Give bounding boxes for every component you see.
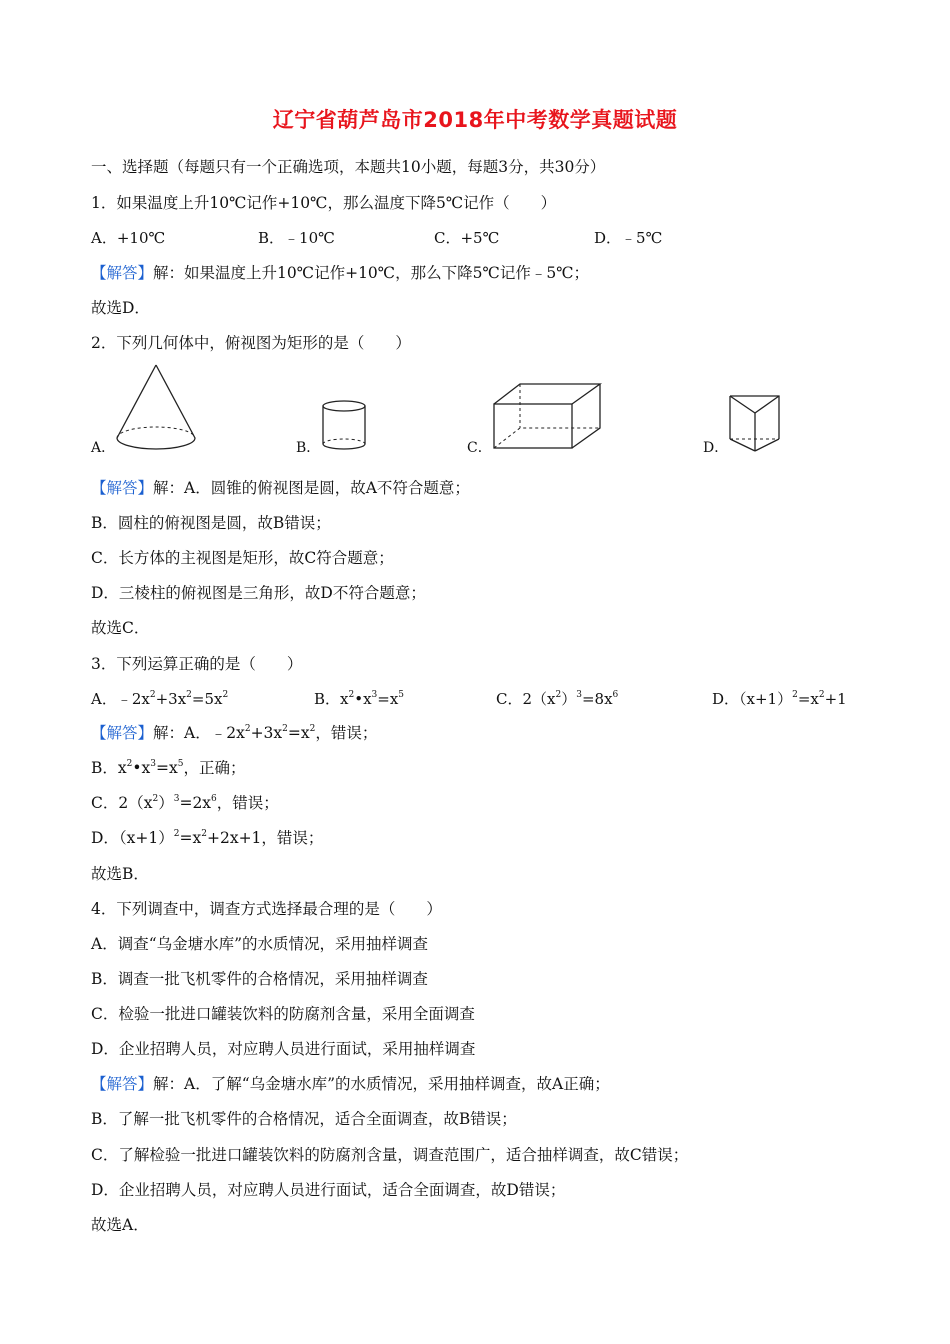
q4-solution-c: C．了解检验一批进口罐装饮料的防腐剂含量，调查范围广，适合抽样调查，故C错误； [91,1146,689,1164]
q4-solution-a: 【解答】解：A．了解“乌金塘水库”的水质情况，采用抽样调查，故A正确； [91,1075,610,1093]
q4-solution-b: B．了解一批飞机零件的合格情况，适合全面调查，故B错误； [91,1110,517,1128]
q4-option-a: A．调查“乌金塘水库”的水质情况，采用抽样调查 [91,935,429,953]
q3-solution-b: B．$x^2•x^3=x^5$，正确； [91,759,246,777]
section-heading: 一、选择题（每题只有一个正确选项，本题共10小题，每题3分，共30分） [91,158,606,176]
q4-solution-d: D．企业招聘人员，对应聘人员进行面试，适合全面调查，故D错误； [91,1181,566,1199]
q2-solution-a: 【解答】解：A．圆锥的俯视图是圆，故A不符合题意； [91,479,470,497]
cone-figure [113,362,199,454]
page-title: 辽宁省葫芦岛市2018年中考数学真题试题 [272,108,678,132]
q3-stem: 3．下列运算正确的是（ ） [91,655,303,673]
q4-stem: 4．下列调查中，调查方式选择最合理的是（ ） [91,900,442,918]
q2-label-b: B． [296,440,321,456]
q2-stem: 2．下列几何体中，俯视图为矩形的是（ ） [91,334,411,352]
answer-tag: 【解答】 [91,1075,154,1093]
q3-option-c: C．$2(x^2)^3=8x^6$ [496,690,619,708]
q1-stem: 1．如果温度上升10℃记作+10℃，那么温度下降5℃记作（ ） [91,194,557,212]
q2-solution-b: B．圆柱的俯视图是圆，故B错误； [91,514,331,532]
q3-solution-a: 【解答】解：A．$﹣2x^2+3x^2=x^2$，错误； [91,724,378,742]
q2-solution-c: C．长方体的主视图是矩形，故C符合题意； [91,549,394,567]
q1-option-c: C．+5℃ [434,229,500,247]
q1-choice: 故选D． [91,299,150,317]
q3-option-d: D．$(x+1)^2=x^2+1$ [712,690,847,708]
q3-solution-c: C．$2(x^2)^3=2x^6$，错误； [91,794,279,812]
q2-label-a: A． [91,440,116,456]
q3-solution-d: D．$(x+1)^2=x^2+2x+1$，错误； [91,829,324,847]
q2-label-d: D． [703,440,729,456]
q4-option-c: C．检验一批进口罐装饮料的防腐剂含量，采用全面调查 [91,1005,475,1023]
q1-option-b: B．﹣10℃ [258,229,335,247]
q3-choice: 故选B． [91,865,149,883]
cuboid-figure [490,380,606,454]
q2-solution-d: D．三棱柱的俯视图是三角形，故D不符合题意； [91,584,426,602]
answer-tag: 【解答】 [91,724,154,742]
q1-solution: 【解答】解：如果温度上升10℃记作+10℃，那么下降5℃记作﹣5℃； [91,264,590,282]
q4-option-d: D．企业招聘人员，对应聘人员进行面试，采用抽样调查 [91,1040,476,1058]
answer-tag: 【解答】 [91,264,154,282]
q1-option-d: D．﹣5℃ [594,229,663,247]
q4-choice: 故选A． [91,1216,149,1234]
q2-choice: 故选C． [91,619,150,637]
q1-option-a: A．+10℃ [91,229,166,247]
q3-option-b: B．$x^2•x^3=x^5$ [314,690,405,708]
cylinder-figure [318,398,370,454]
q2-label-c: C． [467,440,492,456]
q3-option-a: A．$﹣2x^2+3x^2=5x^2$ [91,690,229,708]
answer-tag: 【解答】 [91,479,154,497]
q4-option-b: B．调查一批飞机零件的合格情况，采用抽样调查 [91,970,428,988]
triangular-prism-figure [727,393,783,455]
